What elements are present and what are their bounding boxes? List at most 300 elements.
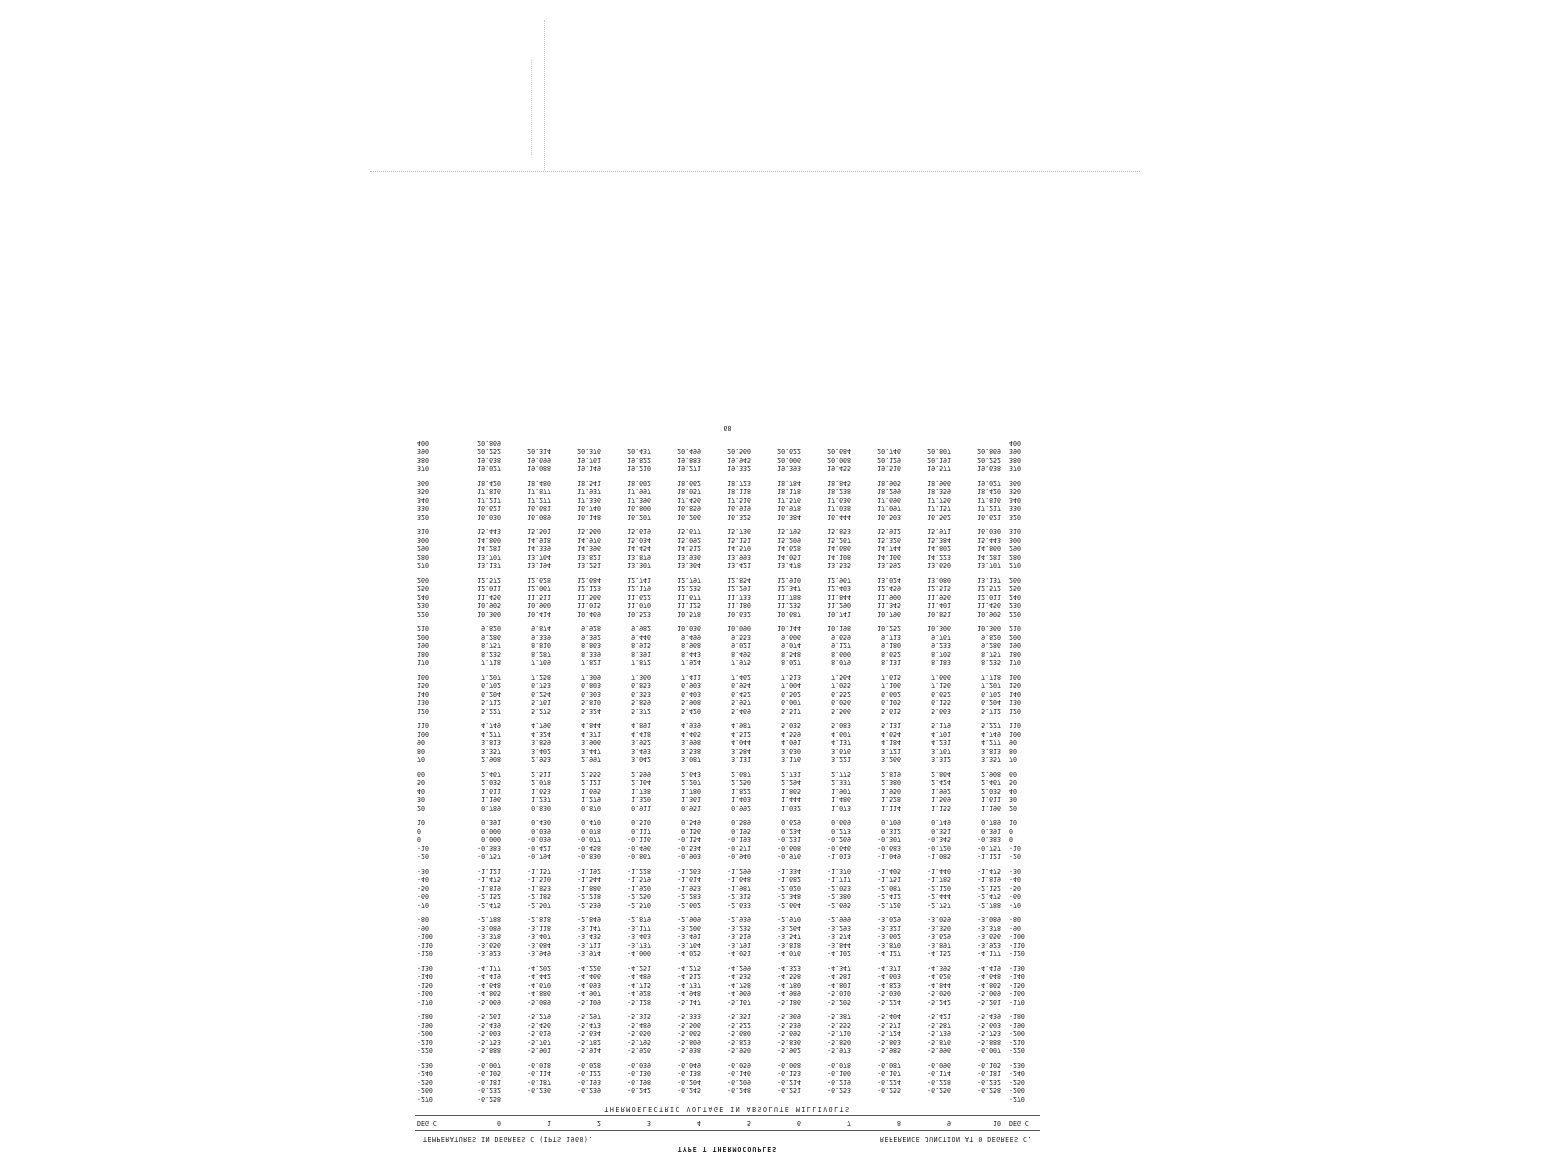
voltage-cell: -3.147 <box>577 924 601 932</box>
voltage-cell: 9.820 <box>481 624 501 633</box>
voltage-cell: -2.185 <box>527 892 551 901</box>
voltage-cell: 17.277 <box>527 496 551 504</box>
table-row <box>415 561 1040 570</box>
temperature-cell: 20 <box>1009 804 1017 812</box>
temperature-cell: -110 <box>1009 941 1025 949</box>
voltage-cell: 6.803 <box>581 681 601 690</box>
voltage-cell: 9.180 <box>881 641 901 650</box>
voltage-cell: 5.566 <box>831 707 851 715</box>
temperature-cell: -150 <box>1009 981 1025 989</box>
voltage-cell: -4.948 <box>677 989 701 998</box>
temperature-cell: 140 <box>417 690 429 698</box>
voltage-cell: 0.992 <box>731 804 751 812</box>
voltage-cell: 14.976 <box>577 536 601 544</box>
voltage-cell: 1.611 <box>481 787 501 795</box>
voltage-cell: -3.897 <box>927 941 951 949</box>
voltage-cell: 0.789 <box>481 804 501 812</box>
voltage-cell: -2.570 <box>627 901 651 909</box>
voltage-cell: 12.967 <box>827 576 851 584</box>
temperature-cell: -260 <box>1009 1086 1025 1095</box>
voltage-cell: 9.074 <box>781 641 801 650</box>
table-row <box>415 818 1040 827</box>
voltage-cell: 9.021 <box>731 641 751 650</box>
voltage-cell: 19.577 <box>927 464 951 473</box>
voltage-cell: 13.421 <box>727 561 751 570</box>
table-row <box>415 787 1040 796</box>
voltage-cell: 19.699 <box>527 456 551 464</box>
voltage-cell: 14.454 <box>627 544 651 553</box>
table-row <box>415 1061 1040 1070</box>
voltage-cell: -4.127 <box>877 949 901 958</box>
temperature-cell: -240 <box>417 1069 433 1078</box>
voltage-cell: -6.087 <box>877 1061 901 1069</box>
voltage-cell: 2.250 <box>731 778 751 787</box>
voltage-cell: -4.558 <box>777 972 801 981</box>
voltage-cell: 3.312 <box>931 755 951 764</box>
temperature-cell: -230 <box>1009 1061 1025 1069</box>
column-header-cell: 0 <box>497 1119 501 1128</box>
voltage-cell: -1.510 <box>527 875 551 884</box>
voltage-cell: -3.435 <box>577 932 601 941</box>
voltage-cell: 7.564 <box>831 673 851 681</box>
voltage-cell: 4.654 <box>881 730 901 738</box>
voltage-cell: -0.345 <box>927 835 951 844</box>
voltage-cell: 0.156 <box>681 827 701 835</box>
voltage-cell: -5.850 <box>827 1038 851 1046</box>
voltage-cell: 4.324 <box>531 730 551 738</box>
voltage-cell: -6.255 <box>877 1086 901 1095</box>
voltage-cell: 20.129 <box>877 456 901 464</box>
voltage-cell: 4.465 <box>681 730 701 738</box>
voltage-cell: 15.560 <box>577 527 601 536</box>
voltage-cell: 16.681 <box>527 504 551 513</box>
table-row <box>415 981 1040 990</box>
voltage-cell: -6.245 <box>677 1086 701 1095</box>
voltage-cell: 15.619 <box>627 527 651 536</box>
voltage-cell: -2.539 <box>577 901 601 909</box>
voltage-cell: 12.179 <box>627 584 651 593</box>
voltage-cell: 6.702 <box>981 690 1001 698</box>
voltage-cell: -6.248 <box>727 1086 751 1095</box>
voltage-cell: 19.149 <box>577 464 601 473</box>
voltage-cell: -4.076 <box>777 949 801 958</box>
temperature-cell: -200 <box>1009 1029 1025 1038</box>
voltage-cell: 19.883 <box>677 456 701 464</box>
voltage-cell: 0.510 <box>631 818 651 827</box>
table-row <box>415 439 1040 448</box>
voltage-cell: 15.326 <box>877 536 901 544</box>
voltage-cell: 2.035 <box>481 778 501 787</box>
temperature-cell: -90 <box>417 924 429 932</box>
voltage-cell: 10.360 <box>977 624 1001 633</box>
voltage-cell <box>555 439 605 448</box>
voltage-cell: 14.860 <box>477 536 501 544</box>
voltage-cell: -6.039 <box>627 1061 651 1069</box>
voltage-cell: -5.089 <box>527 998 551 1006</box>
table-row <box>415 456 1040 465</box>
voltage-cell: 14.223 <box>927 553 951 561</box>
voltage-cell: -1.785 <box>927 875 951 884</box>
voltage-cell: -0.794 <box>527 852 551 861</box>
voltage-cell: -2.315 <box>727 892 751 901</box>
voltage-cell: -2.788 <box>477 915 501 924</box>
voltage-cell: -5.724 <box>877 1029 901 1038</box>
voltage-cell: -4.603 <box>877 972 901 981</box>
voltage-cell: 2.207 <box>681 778 701 787</box>
voltage-cell: -2.999 <box>827 915 851 924</box>
voltage-cell: -0.608 <box>777 844 801 852</box>
voltage-cell: 20.869 <box>977 447 1001 456</box>
voltage-cell: -0.154 <box>677 835 701 844</box>
voltage-cell: 11.015 <box>577 601 601 610</box>
voltage-cell: 1.155 <box>931 804 951 812</box>
voltage-cell: -6.096 <box>927 1061 951 1069</box>
voltage-cell: 12.515 <box>927 584 951 593</box>
voltage-cell: 2.908 <box>981 770 1001 778</box>
table-row <box>415 964 1040 973</box>
temperature-cell: 160 <box>417 673 429 681</box>
voltage-cell: 7.055 <box>831 681 851 690</box>
temperature-cell: 360 <box>417 479 429 487</box>
voltage-cell: 19.455 <box>827 464 851 473</box>
voltage-cell: -4.299 <box>727 964 751 972</box>
temperature-cell: -190 <box>1009 1021 1025 1029</box>
temperature-cell: 380 <box>1009 456 1021 464</box>
data-table-body <box>415 439 1040 1104</box>
table-row <box>415 738 1040 747</box>
voltage-cell: -6.007 <box>477 1061 501 1069</box>
voltage-cell: 7.513 <box>781 673 801 681</box>
voltage-cell: 16.562 <box>927 513 951 521</box>
voltage-cell: 8.235 <box>481 650 501 658</box>
voltage-cell: 13.251 <box>577 561 601 570</box>
voltage-cell: 2.337 <box>831 778 851 787</box>
voltage-cell: 7.309 <box>581 673 601 681</box>
temperature-cell: 160 <box>1009 673 1021 681</box>
voltage-cell: 17.157 <box>927 504 951 513</box>
voltage-cell: 13.993 <box>727 553 751 561</box>
voltage-cell: 7.360 <box>631 673 651 681</box>
voltage-cell: 19.027 <box>477 464 501 473</box>
voltage-cell: 5.908 <box>681 698 701 707</box>
table-row <box>415 892 1040 901</box>
voltage-cell: 5.179 <box>931 721 951 730</box>
voltage-cell: -2.475 <box>477 901 501 909</box>
voltage-cell: 15.736 <box>727 527 751 536</box>
voltage-cell: -6.209 <box>727 1078 751 1086</box>
voltage-cell: 2.424 <box>931 778 951 787</box>
voltage-cell: 15.971 <box>927 527 951 536</box>
temperature-cell: 100 <box>1009 730 1021 738</box>
table-row <box>415 747 1040 756</box>
voltage-cell: 3.676 <box>831 747 851 755</box>
voltage-cell: -3.870 <box>877 941 901 949</box>
voltage-cell: -6.059 <box>727 1061 751 1069</box>
voltage-cell: 13.024 <box>877 576 901 584</box>
voltage-cell: -5.603 <box>477 1029 501 1038</box>
voltage-cell: 18.541 <box>577 479 601 487</box>
temperature-cell: 360 <box>1009 479 1021 487</box>
table-row <box>415 1078 1040 1087</box>
voltage-cell: 12.572 <box>477 576 501 584</box>
voltage-cell: 4.231 <box>931 738 951 747</box>
voltage-cell: -3.974 <box>577 949 601 958</box>
voltage-cell: 17.877 <box>527 487 551 496</box>
voltage-cell: -1.886 <box>577 884 601 892</box>
voltage-cell: 9.339 <box>531 633 551 641</box>
temperature-cell: -40 <box>1009 875 1021 884</box>
voltage-cell: 16.800 <box>627 504 651 513</box>
temperature-cell: -230 <box>417 1061 433 1069</box>
voltage-cell: -2.726 <box>877 901 901 909</box>
temperature-cell: 190 <box>417 641 429 650</box>
table-row <box>415 681 1040 690</box>
voltage-cell: 1.950 <box>881 787 901 795</box>
voltage-cell: -4.648 <box>977 972 1001 981</box>
voltage-cell: 17.336 <box>577 496 601 504</box>
voltage-cell: 13.936 <box>677 553 701 561</box>
temperature-cell: 110 <box>1009 721 1021 730</box>
voltage-cell: 17.816 <box>477 487 501 496</box>
voltage-cell: 19.945 <box>727 456 751 464</box>
voltage-cell: 17.396 <box>627 496 651 504</box>
voltage-cell: -4.051 <box>727 949 751 958</box>
voltage-cell: 9.392 <box>581 633 601 641</box>
table-row <box>415 721 1040 730</box>
voltage-cell: -0.496 <box>627 844 651 852</box>
temperature-cell: 390 <box>417 447 429 456</box>
voltage-cell: -0.757 <box>477 852 501 861</box>
table-row <box>415 989 1040 998</box>
table-row <box>415 536 1040 545</box>
voltage-cell: -5.650 <box>627 1029 651 1038</box>
voltage-cell: 16.030 <box>977 527 1001 536</box>
temperature-cell: 250 <box>417 584 429 593</box>
voltage-cell: 10.741 <box>827 610 851 618</box>
voltage-cell: 5.131 <box>881 721 901 730</box>
voltage-cell: 0.789 <box>981 818 1001 827</box>
voltage-cell: 18.359 <box>927 487 951 496</box>
voltage-cell: 2.643 <box>681 770 701 778</box>
voltage-cell: 13.650 <box>927 561 951 570</box>
table-row <box>415 576 1040 585</box>
voltage-cell: -6.253 <box>827 1086 851 1095</box>
voltage-cell: -4.535 <box>727 972 751 981</box>
voltage-cell: 6.403 <box>681 690 701 698</box>
temperature-cell: 130 <box>1009 698 1021 707</box>
temperature-cell: -120 <box>1009 949 1025 958</box>
voltage-cell: 17.816 <box>977 496 1001 504</box>
voltage-cell: 16.503 <box>877 513 901 521</box>
voltage-cell: -4.907 <box>577 989 601 998</box>
voltage-cell: -0.383 <box>977 835 1001 844</box>
temperature-cell: 220 <box>417 610 429 618</box>
column-header-cell: 8 <box>897 1119 901 1128</box>
voltage-cell: 0.549 <box>681 818 701 827</box>
voltage-cell: -6.028 <box>577 1061 601 1069</box>
voltage-cell: -3.629 <box>927 932 951 941</box>
voltage-cell: 0.195 <box>731 827 751 835</box>
voltage-cell: 4.607 <box>831 730 851 738</box>
temperature-cell: 370 <box>417 464 429 473</box>
voltage-cell: -0.940 <box>727 852 751 861</box>
voltage-cell: 16.030 <box>477 513 501 521</box>
temperature-cell: -100 <box>417 932 433 941</box>
voltage-cell: -2.757 <box>927 901 951 909</box>
voltage-cell: 7.106 <box>881 681 901 690</box>
voltage-cell: -4.025 <box>677 949 701 958</box>
voltage-cell: 5.859 <box>631 698 651 707</box>
temperature-cell: 190 <box>1009 641 1021 650</box>
voltage-cell: 3.493 <box>631 747 651 755</box>
voltage-cell: 1.907 <box>831 787 851 795</box>
table-row <box>415 949 1040 958</box>
temperature-cell: 220 <box>1009 610 1021 618</box>
voltage-cell: -6.130 <box>627 1069 651 1078</box>
table-row <box>415 924 1040 933</box>
voltage-cell: -5.297 <box>577 1012 601 1021</box>
voltage-cell: -5.261 <box>477 1012 501 1021</box>
voltage-cell: 13.707 <box>977 561 1001 570</box>
voltage-cell: -3.818 <box>777 941 801 949</box>
voltage-cell: 3.813 <box>981 747 1001 755</box>
table-row <box>415 915 1040 924</box>
voltage-cell: 2.467 <box>481 770 501 778</box>
temperature-cell: -130 <box>1009 964 1025 972</box>
voltage-cell: 8.443 <box>681 650 701 658</box>
voltage-cell: 11.900 <box>877 593 901 601</box>
voltage-cell: -4.780 <box>777 981 801 989</box>
temperature-cell: 130 <box>417 698 429 707</box>
voltage-cell: 18.905 <box>877 479 901 487</box>
temperature-cell: 140 <box>1009 690 1021 698</box>
temperature-cell: -240 <box>1009 1069 1025 1078</box>
voltage-cell: -3.089 <box>977 915 1001 924</box>
voltage-cell: -6.167 <box>877 1069 901 1078</box>
voltage-cell: -1.475 <box>977 867 1001 875</box>
temperature-cell: 100 <box>417 730 429 738</box>
voltage-cell: 11.070 <box>627 601 651 610</box>
voltage-cell: -1.751 <box>877 875 901 884</box>
voltage-cell: -6.146 <box>727 1069 751 1078</box>
voltage-cell: 11.566 <box>577 593 601 601</box>
voltage-cell: 5.083 <box>831 721 851 730</box>
table-row <box>415 804 1040 813</box>
voltage-cell: 9.820 <box>981 633 1001 641</box>
voltage-cell: 1.403 <box>731 795 751 804</box>
voltage-cell <box>705 1095 755 1104</box>
voltage-cell: -3.350 <box>927 924 951 932</box>
voltage-cell: 2.687 <box>731 770 751 778</box>
voltage-cell: -6.232 <box>977 1078 1001 1086</box>
voltage-cell: 1.569 <box>931 795 951 804</box>
voltage-cell: 8.757 <box>481 641 501 650</box>
voltage-cell: 11.456 <box>477 593 501 601</box>
voltage-cell: 15.853 <box>827 527 851 536</box>
voltage-cell: -4.442 <box>527 972 551 981</box>
voltage-cell: 10.578 <box>677 610 701 618</box>
voltage-cell: 9.286 <box>481 633 501 641</box>
voltage-cell: 4.091 <box>781 738 801 747</box>
voltage-cell: 6.853 <box>631 681 651 690</box>
voltage-cell: 8.652 <box>881 650 901 658</box>
voltage-cell: 2.953 <box>531 755 551 764</box>
voltage-cell: 7.718 <box>981 673 1001 681</box>
voltage-cell: 0.589 <box>731 818 751 827</box>
voltage-cell: -2.020 <box>777 884 801 892</box>
voltage-cell: -1.192 <box>577 867 601 875</box>
voltage-cell: 3.266 <box>881 755 901 764</box>
voltage-cell: 20.622 <box>777 447 801 456</box>
voltage-cell: 4.277 <box>981 738 1001 747</box>
voltage-cell: 15.677 <box>677 527 701 536</box>
voltage-cell: 4.796 <box>531 721 551 730</box>
temperature-cell: -260 <box>417 1086 433 1095</box>
voltage-cell: -5.767 <box>527 1038 551 1046</box>
voltage-cell: 18.662 <box>677 479 701 487</box>
voltage-cell: 8.705 <box>931 650 951 658</box>
voltage-cell: -4.226 <box>577 964 601 972</box>
voltage-cell: -4.648 <box>477 981 501 989</box>
voltage-cell: 8.391 <box>631 650 651 658</box>
voltage-cell: 5.615 <box>881 707 901 715</box>
voltage-cell: -4.466 <box>577 972 601 981</box>
table-row <box>415 624 1040 633</box>
voltage-cell: 8.339 <box>581 650 601 658</box>
table-row <box>415 932 1040 941</box>
voltage-cell: 13.478 <box>777 561 801 570</box>
temperature-cell: 200 <box>417 633 429 641</box>
voltage-cell: -2.412 <box>877 892 901 901</box>
voltage-cell: -5.128 <box>627 998 651 1006</box>
voltage-cell: 8.131 <box>881 658 901 667</box>
voltage-cell: 16.444 <box>827 513 851 521</box>
voltage-cell: 4.749 <box>981 730 1001 738</box>
table-row <box>415 795 1040 804</box>
voltage-cell: 15.912 <box>877 527 901 536</box>
voltage-cell: 3.447 <box>581 747 601 755</box>
voltage-cell: -4.865 <box>977 981 1001 989</box>
voltage-cell: 12.011 <box>477 584 501 593</box>
temperature-cell: 230 <box>417 601 429 610</box>
voltage-cell: 0.430 <box>531 818 551 827</box>
voltage-cell: 1.992 <box>931 787 951 795</box>
voltage-cell: 1.780 <box>681 787 701 795</box>
temperature-cell: -250 <box>1009 1078 1025 1086</box>
table-row <box>415 1086 1040 1095</box>
temperature-cell: -50 <box>417 884 429 892</box>
voltage-cell: -5.489 <box>627 1021 651 1029</box>
voltage-cell: -5.456 <box>527 1021 551 1029</box>
voltage-cell: -6.219 <box>827 1078 851 1086</box>
voltage-cell: 20.684 <box>827 447 851 456</box>
voltage-cell: -5.224 <box>877 998 901 1006</box>
voltage-cell: -1.299 <box>727 867 751 875</box>
voltage-cell: -0.307 <box>877 835 901 844</box>
voltage-cell: -5.938 <box>677 1046 701 1055</box>
voltage-cell: -6.049 <box>677 1061 701 1069</box>
voltage-cell: 7.975 <box>731 658 751 667</box>
voltage-cell: 7.615 <box>881 673 901 681</box>
voltage-cell: -3.764 <box>677 941 701 949</box>
voltage-cell: 6.753 <box>531 681 551 690</box>
voltage-cell: -5.603 <box>977 1021 1001 1029</box>
scan-artifact-line <box>544 20 545 170</box>
voltage-cell: 11.290 <box>827 601 851 610</box>
voltage-cell: 6.702 <box>481 681 501 690</box>
voltage-cell: -6.228 <box>927 1078 951 1086</box>
voltage-cell: -6.007 <box>977 1046 1001 1055</box>
